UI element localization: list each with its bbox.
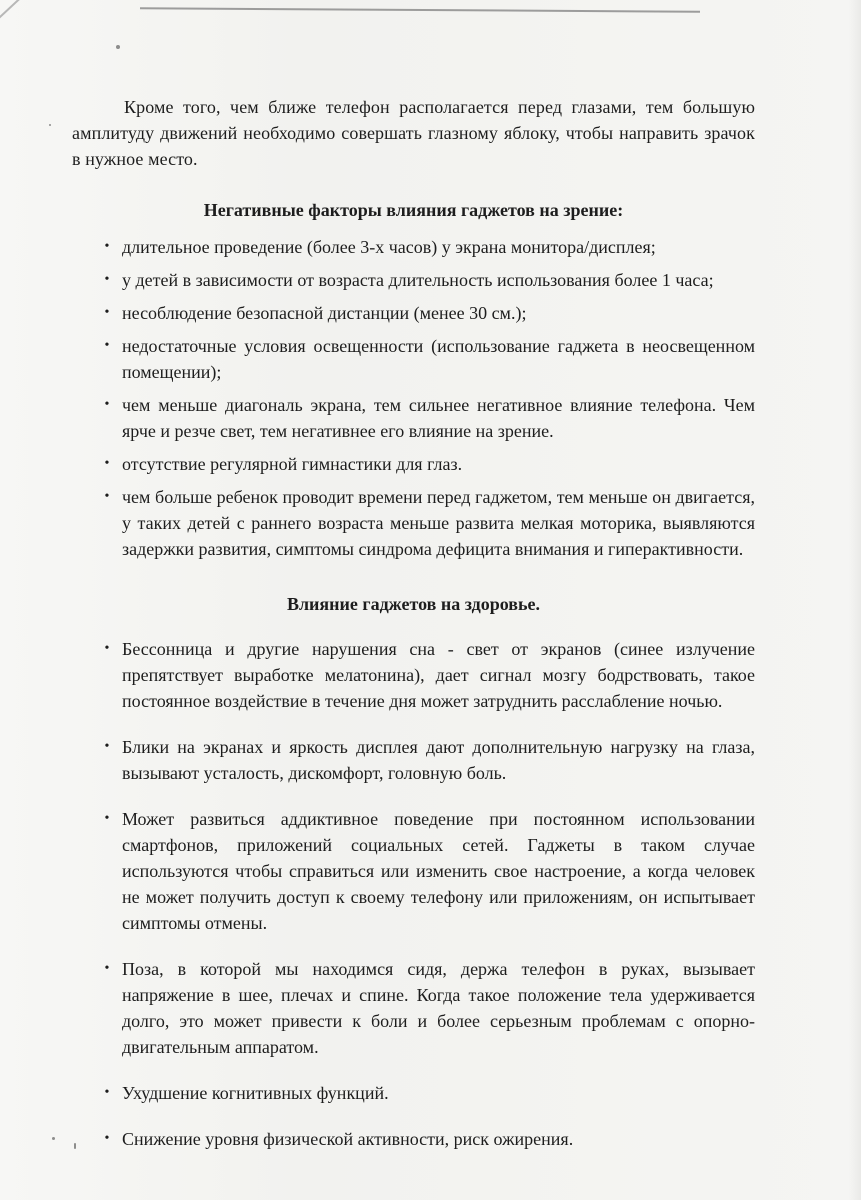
bullet-icon: • [104, 811, 110, 826]
bullet-icon: • [104, 397, 110, 412]
list-item [72, 484, 755, 562]
bullet-icon: • [104, 305, 110, 320]
document-content [72, 94, 755, 1152]
bullet-icon: • [104, 489, 110, 504]
bullet-icon: • [104, 456, 110, 471]
negative-factors-heading: Негативные факторы влияния гаджетов на зрение: [203, 200, 624, 220]
list-item-text: длительное проведение (более 3-х часов) у экрана монитора/дисплея; [122, 237, 656, 257]
bullet-icon: • [104, 1085, 110, 1100]
list-item-text: Ухудшение когнитивных функций. [122, 1083, 389, 1103]
list-item [72, 734, 755, 786]
list-item-text: у детей в зависимости от возраста длительность использования более 1 часа; [122, 270, 714, 290]
list-item [72, 956, 755, 1060]
list-item [72, 267, 755, 293]
list-item [72, 392, 755, 444]
list-item-text: Поза, в которой мы находимся сидя, держа телефон в руках, вызывает напряжение в шее, плечах и спине. Когда такое положение тела удерживается долго, это может привести к боли и более серьезным проблемам с опорно-двигательным аппаратом. [122, 959, 755, 1057]
list-item-text: Снижение уровня физической активности, риск ожирения. [122, 1129, 574, 1149]
bullet-icon: • [104, 239, 110, 254]
scan-speck [116, 45, 120, 49]
list-item-text: отсутствие регулярной гимнастики для глаз. [122, 454, 463, 474]
list-item-text: несоблюдение безопасной дистанции (менее 30 см.); [122, 303, 527, 323]
intro-paragraph: Кроме того, чем ближе телефон располагается перед глазами, тем большую амплитуду движений необходимо совершать глазному яблоку, чтобы направить зрачок в нужное место. [72, 97, 755, 169]
health-impact-list [72, 636, 755, 1152]
list-item-text: Может развиться аддиктивное поведение при постоянном использовании смартфонов, приложений социальных сетей. Гаджеты в таком случае используются чтобы справиться или изменить свое настроение, а когда человек не может получить доступ к своему телефону или приложениям, он испытывает симптомы отмены. [122, 809, 755, 933]
bullet-icon: • [104, 338, 110, 353]
list-item-text: чем меньше диагональ экрана, тем сильнее негативное влияние телефона. Чем ярче и резче свет, тем негативнее его влияние на зрение. [122, 395, 755, 441]
list-item-text: Блики на экранах и яркость дисплея дают дополнительную нагрузку на глаза, вызывают усталость, дискомфорт, головную боль. [122, 737, 755, 783]
list-item [72, 1080, 755, 1106]
scan-right-edge-shadow [849, 0, 861, 1200]
list-item-text: Бессонница и другие нарушения сна - свет от экранов (синее излучение препятствует выработке мелатонина), дает сигнал мозгу бодрствовать, такое постоянное воздействие в течение дня может затруднить расслабление ночью. [122, 639, 755, 711]
scan-speck [49, 124, 51, 126]
health-impact-heading: Влияние гаджетов на здоровье. [286, 594, 541, 614]
list-item [72, 333, 755, 385]
negative-factors-list [72, 234, 755, 562]
bullet-icon: • [104, 1131, 110, 1146]
list-item [72, 451, 755, 477]
bullet-icon: • [104, 641, 110, 656]
scan-top-edge-line [140, 7, 700, 12]
list-item [72, 806, 755, 936]
bullet-icon: • [104, 272, 110, 287]
bullet-icon: • [104, 739, 110, 754]
list-item-text: недостаточные условия освещенности (использование гаджета в неосвещенном помещении); [122, 336, 755, 382]
scan-speck [52, 1137, 55, 1140]
list-item [72, 300, 755, 326]
folded-corner-line [0, 0, 124, 60]
bullet-icon: • [104, 961, 110, 976]
list-item-text: чем больше ребенок проводит времени перед гаджетом, тем меньше он двигается, у таких детей с раннего возраста меньше развита мелкая моторика, выявляются задержки развития, симптомы синдрома дефицита внимания и гиперактивности. [122, 487, 755, 559]
list-item [72, 1126, 755, 1152]
list-item [72, 234, 755, 260]
list-item [72, 636, 755, 714]
